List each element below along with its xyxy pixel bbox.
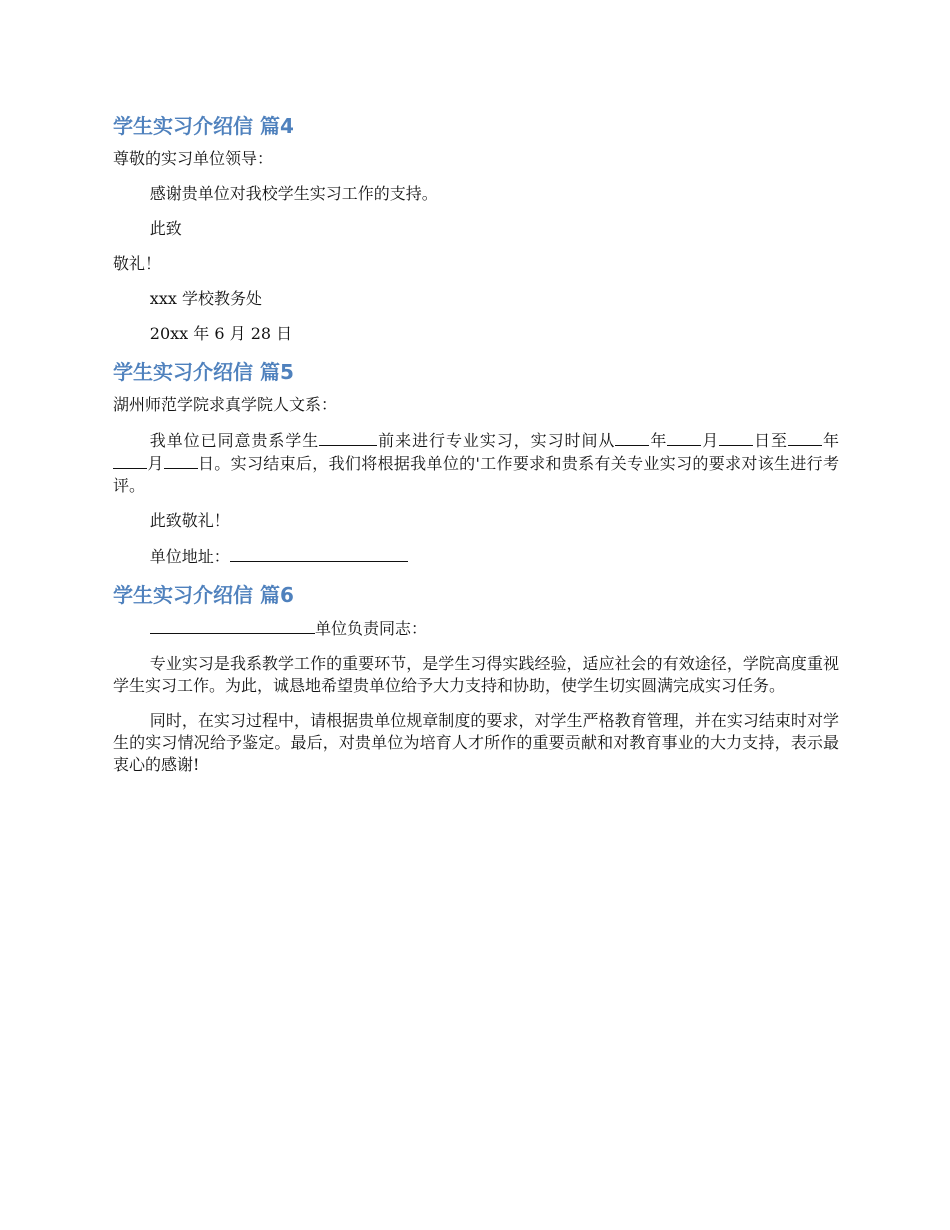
section-5-body-part1: 我单位已同意贵系学生 <box>149 431 320 450</box>
address-blank <box>230 545 408 562</box>
end-month-blank <box>113 452 147 469</box>
section-6-heading: 学生实习介绍信 篇6 <box>113 583 294 607</box>
address-label: 单位地址： <box>149 547 230 566</box>
section-5-body-part3: 日。实习结束后，我们将根据我单位的'工作要求和贵系有关专业实习的要求对该生进行考评。 <box>113 454 839 495</box>
section-6-body-2: 同时，在实习过程中，请根据贵单位规章制度的要求，对学生严格教育管理，并在实习结束时对学生的实习情况给予鉴定。最后，对贵单位为培育人才所作的重要贡献和对教育事业的大力支持，表示最衷心的感谢! <box>113 711 839 774</box>
section-6-salutation <box>113 617 839 640</box>
section-4-closing-1: 此致 <box>149 219 182 238</box>
unit-name-blank <box>150 617 315 634</box>
section-5-body-part2: 前来进行专业实习，实习时间从 <box>377 431 616 450</box>
start-month-blank <box>667 429 701 446</box>
document-content <box>113 112 839 789</box>
start-day-blank <box>719 429 753 446</box>
start-year-label: 年 <box>649 431 668 450</box>
end-day-blank <box>164 452 198 469</box>
student-name-blank <box>319 429 377 446</box>
section-4-closing-2: 敬礼！ <box>113 254 162 273</box>
end-year-blank <box>788 429 822 446</box>
section-5-closing: 此致敬礼！ <box>149 511 230 530</box>
section-5-salutation: 湖州师范学院求真学院人文系： <box>113 395 338 414</box>
start-month-label: 月 <box>701 431 720 450</box>
section-4-heading: 学生实习介绍信 篇4 <box>113 114 294 138</box>
section-6-salutation-suffix: 单位负责同志： <box>315 619 428 638</box>
section-4-date: 20xx 年 6 月 28 日 <box>149 324 293 343</box>
section-4-body: 感谢贵单位对我校学生实习工作的支持。 <box>149 184 438 203</box>
start-year-blank <box>615 429 649 446</box>
section-5-heading: 学生实习介绍信 篇5 <box>113 360 294 384</box>
section-5-address-line <box>113 545 839 568</box>
section-6-body-1: 专业实习是我系教学工作的重要环节，是学生习得实践经验，适应社会的有效途径，学院高度重视学生实习工作。为此，诚恳地希望贵单位给予大力支持和协助，使学生切实圆满完成实习任务。 <box>113 654 839 695</box>
end-month-label: 月 <box>147 454 164 473</box>
end-year-label: 年 <box>822 431 839 450</box>
section-4-signer: xxx 学校教务处 <box>149 289 262 308</box>
section-5-body <box>113 429 839 497</box>
start-day-to-label: 日至 <box>753 431 789 450</box>
section-4-salutation: 尊敬的实习单位领导： <box>113 149 274 168</box>
